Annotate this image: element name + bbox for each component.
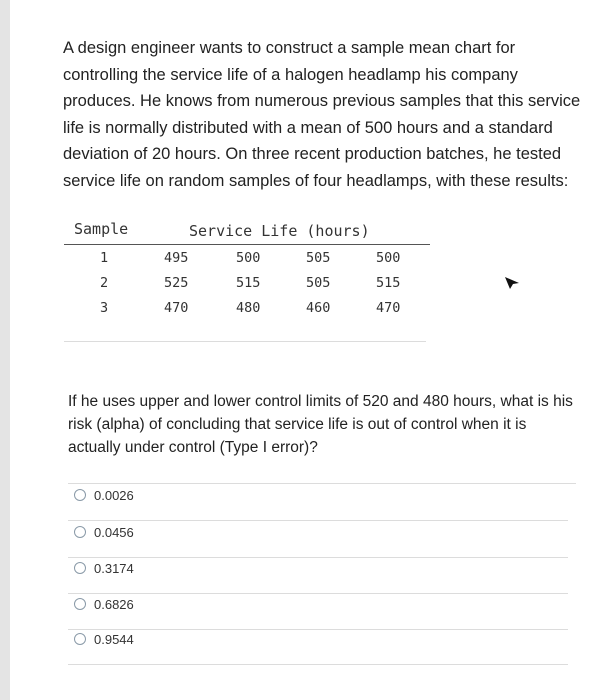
service-life-value: 500	[236, 250, 261, 266]
divider	[68, 664, 568, 665]
radio-button[interactable]	[74, 526, 86, 538]
answer-option[interactable]	[74, 629, 134, 649]
service-life-table	[64, 218, 430, 320]
service-life-value: 515	[236, 275, 261, 291]
radio-button[interactable]	[74, 633, 86, 645]
divider	[68, 557, 568, 558]
divider	[68, 483, 576, 484]
table-row	[64, 270, 430, 295]
service-life-value: 460	[306, 300, 331, 316]
table-row	[64, 295, 430, 320]
option-label: 0.0026	[94, 487, 134, 503]
radio-button[interactable]	[74, 598, 86, 610]
option-label: 0.0456	[94, 524, 134, 540]
answer-option[interactable]	[74, 558, 134, 578]
subquestion-text: If he uses upper and lower control limits of 520 and 480 hours, what is his risk (alpha) of concluding that service life is out of control when it is actually under control (Type I error)?	[68, 393, 573, 456]
answer-option[interactable]	[74, 594, 134, 614]
mouse-cursor-icon	[504, 276, 520, 290]
option-label: 0.6826	[94, 596, 134, 612]
option-label: 0.9544	[94, 631, 134, 647]
service-life-value: 505	[306, 275, 331, 291]
table-header	[64, 218, 430, 245]
divider	[64, 341, 426, 342]
service-life-value: 470	[376, 300, 401, 316]
table-row	[64, 245, 430, 270]
radio-button[interactable]	[74, 489, 86, 501]
service-life-value: 495	[164, 250, 189, 266]
sample-column-header: Sample	[74, 220, 129, 238]
service-life-value: 500	[376, 250, 401, 266]
service-life-value: 470	[164, 300, 189, 316]
divider	[68, 593, 568, 594]
service-life-value: 480	[236, 300, 261, 316]
sample-number: 3	[100, 300, 109, 316]
sample-number: 1	[100, 250, 109, 266]
divider	[68, 520, 568, 521]
radio-button[interactable]	[74, 562, 86, 574]
answer-option[interactable]	[74, 485, 134, 505]
service-life-value: 505	[306, 250, 331, 266]
sample-number: 2	[100, 275, 109, 291]
answer-option[interactable]	[74, 522, 134, 542]
question-text: A design engineer wants to construct a sample mean chart for controlling the service life of a halogen headlamp his company produces. He knows from numerous previous samples that this service life is normally distributed with a mean of 500 hours and a standard deviation of 20 hours. On three recent production batches, he tested service life on random samples of four headlamps, with these results:	[63, 39, 581, 190]
service-life-value: 525	[164, 275, 189, 291]
option-label: 0.3174	[94, 560, 134, 576]
service-life-column-header: Service Life (hours)	[189, 222, 370, 240]
divider	[68, 629, 568, 630]
service-life-value: 515	[376, 275, 401, 291]
